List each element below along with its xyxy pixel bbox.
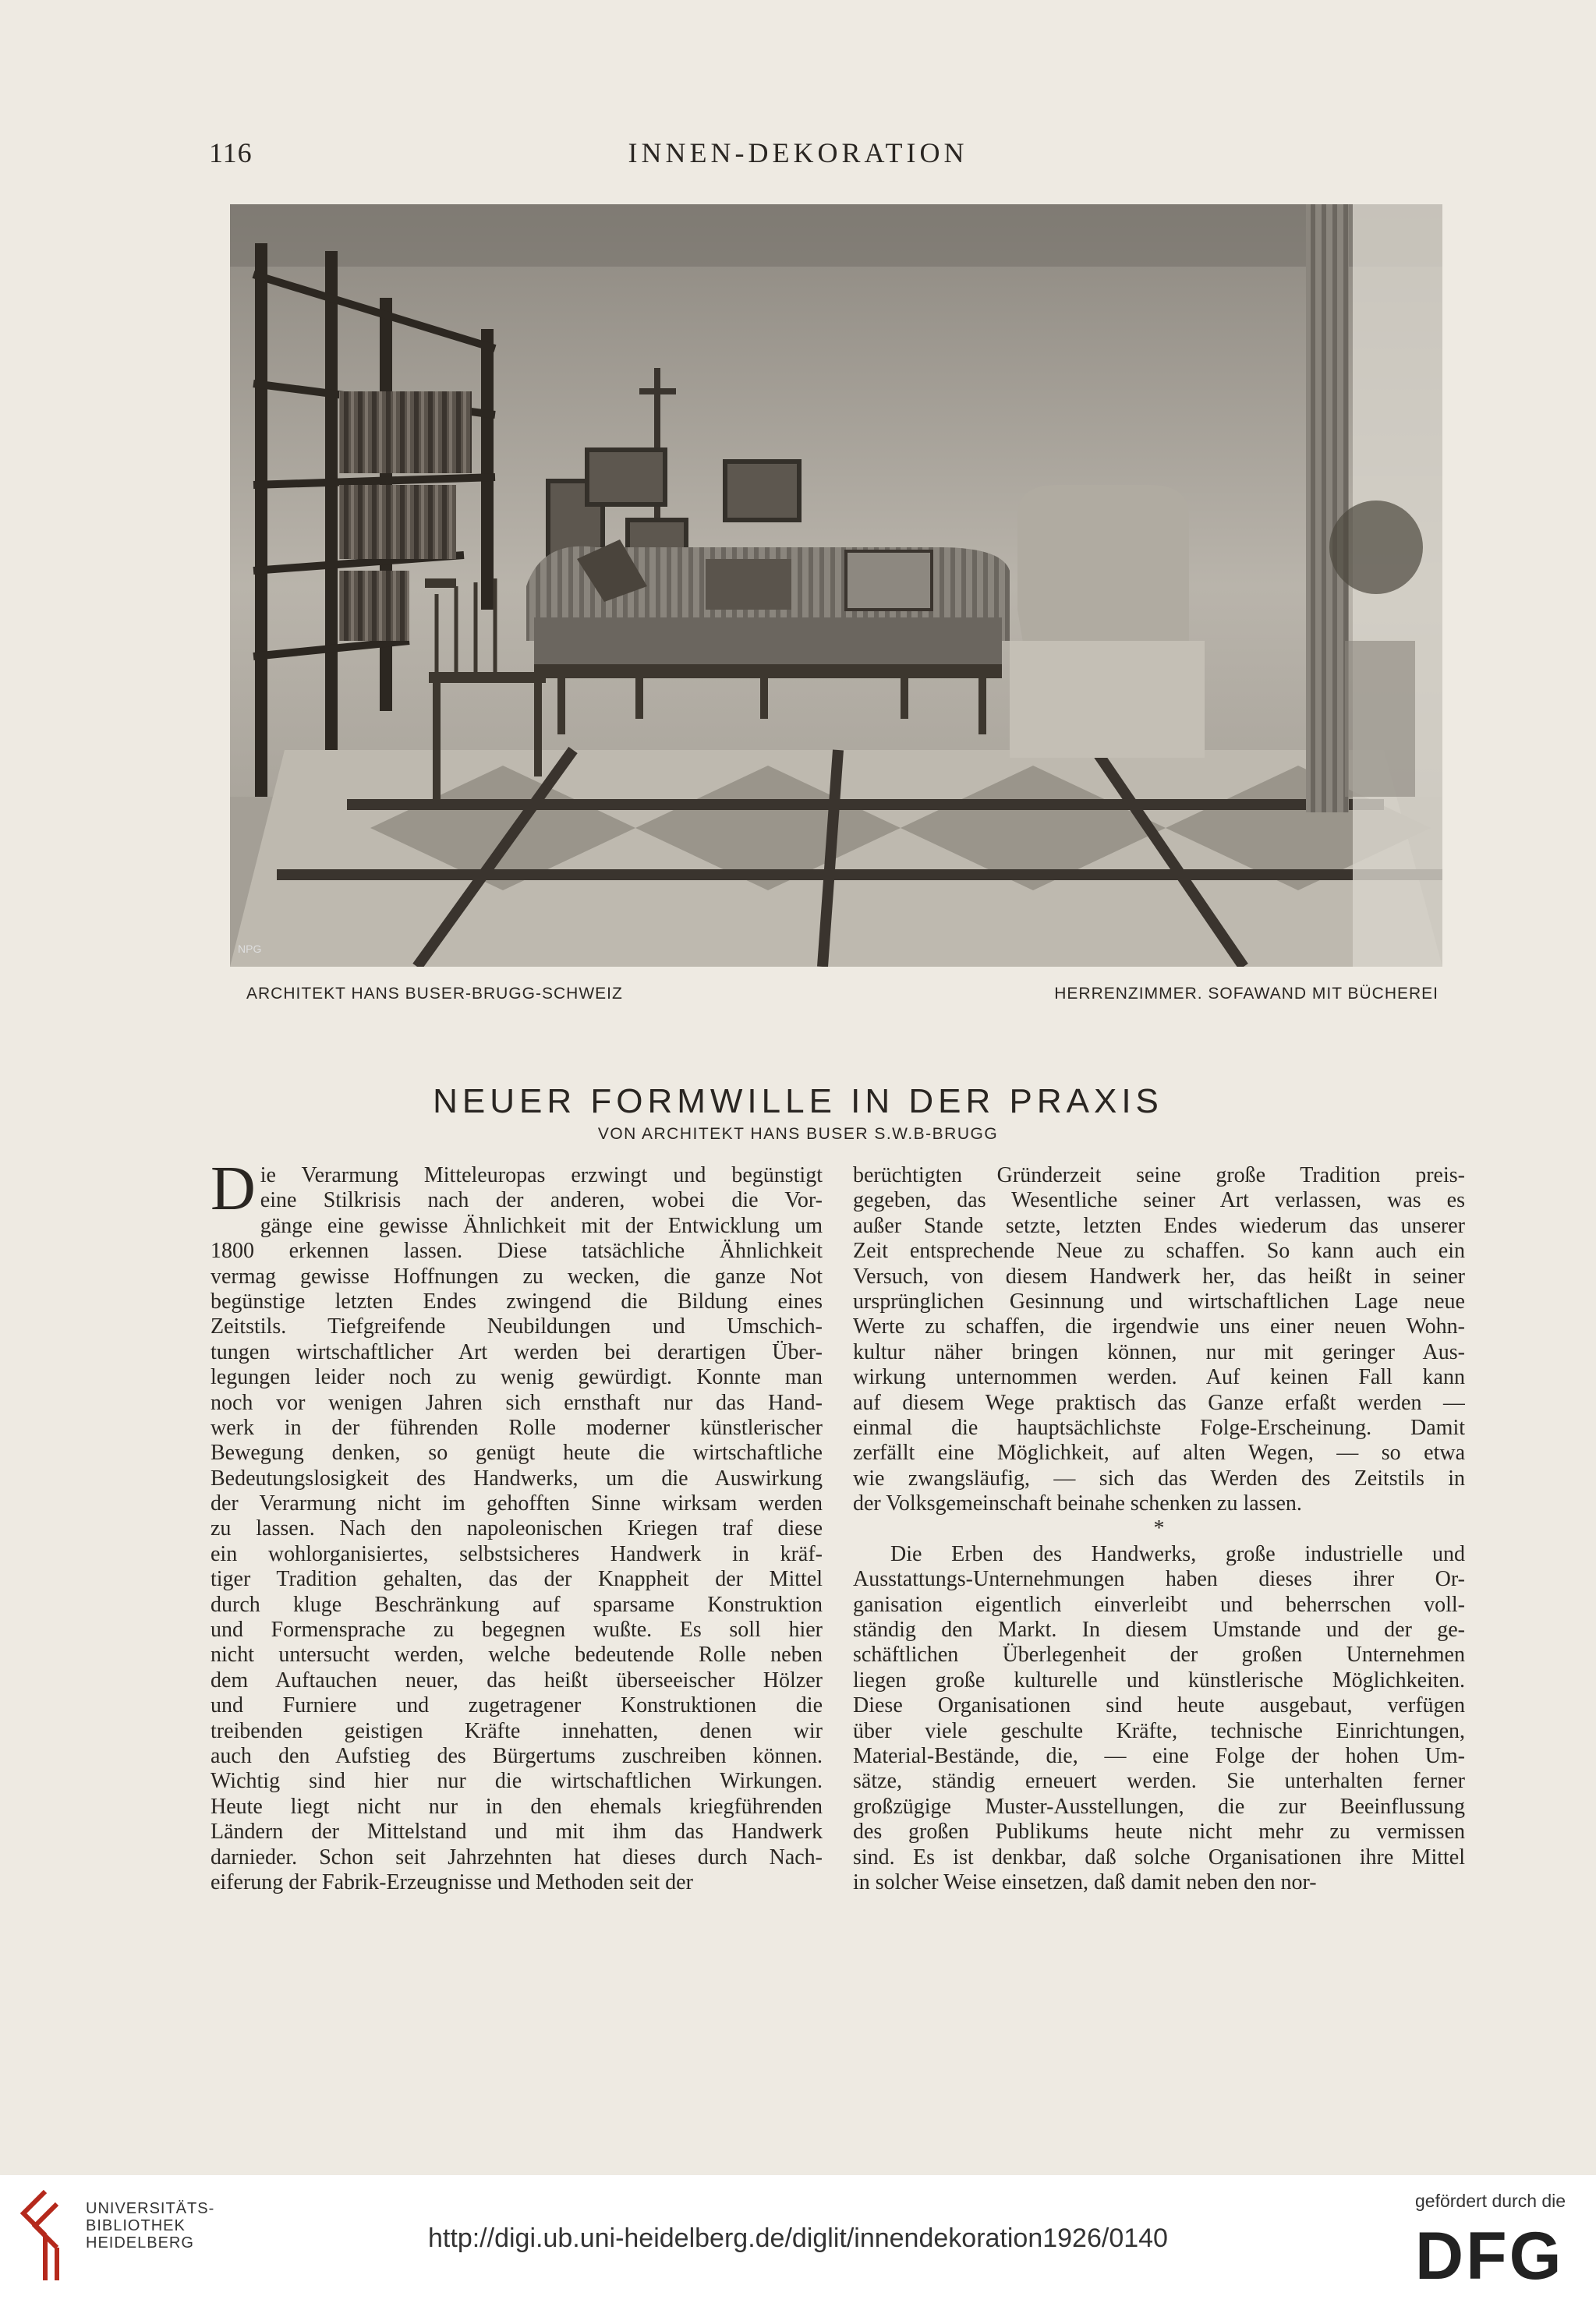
text-line: werk in der führenden Rolle moderner künstlerischer <box>211 1415 823 1440</box>
text-line: tiger Tradition gehalten, das der Knappheit der Mittel <box>211 1567 823 1592</box>
text-line: durch kluge Beschränkung auf sparsame Konstruktion <box>211 1592 823 1617</box>
dfg-logo: DFG <box>1415 2219 1564 2294</box>
text-line: der Volksgemeinschaft beinahe schenken zu lassen. <box>853 1491 1302 1516</box>
text-line: schäftlichen Überlegenheit der großen Unternehmen <box>853 1643 1465 1668</box>
text-line: Zeitstils. Tiefgreifende Neubildungen und Umschich- <box>211 1314 823 1339</box>
text-line: eiferung der Fabrik-Erzeugnisse und Methoden seit der <box>211 1870 693 1894</box>
text-line: gänge eine gewisse Ähnlichkeit mit der Entwicklung um <box>260 1213 823 1238</box>
text-line: zerfällt eine Möglichkeit, auf alten Wegen, — so etwa <box>853 1441 1465 1466</box>
text-line: tungen wirtschaftlicher Art werden bei derartigen Über- <box>211 1339 823 1364</box>
caption-right: HERRENZIMMER. SOFAWAND MIT BÜCHEREI <box>1054 985 1439 1003</box>
text-line: ursprünglichen Gesinnung und wirtschaftlichen Lage neue <box>853 1289 1465 1314</box>
text-line: wie zwangsläufig, — sich das Werden des Zeitstils in <box>853 1466 1465 1491</box>
text-line: Ländern der Mittelstand und mit ihm das Handwerk <box>211 1820 823 1845</box>
text-line: sind. Es ist denkbar, daß solche Organisationen ihre Mittel <box>853 1845 1465 1870</box>
text-line: zu lassen. Nach den napoleonischen Kriegen traf diese <box>211 1516 823 1541</box>
library-name-line: HEIDELBERG <box>86 2234 194 2252</box>
text-line: begünstige letzten Endes zwingend die Bildung eines <box>211 1289 823 1314</box>
text-line: berüchtigten Gründerzeit seine große Tradition preis- <box>853 1163 1465 1187</box>
text-line: wirkung unternommen werden. Auf keinen Fall kann <box>853 1365 1465 1390</box>
text-line: außer Stande setzte, letzten Endes wiederum das unserer <box>853 1213 1465 1238</box>
article-byline: VON ARCHITEKT HANS BUSER S.W.B-BRUGG <box>597 1125 999 1143</box>
section-separator: * <box>1153 1516 1165 1541</box>
permalink-url[interactable]: http://digi.ub.uni-heidelberg.de/diglit/innendekoration1926/0140 <box>428 2223 1168 2253</box>
page-number: 116 <box>209 137 253 168</box>
text-line: über viele geschulte Kräfte, technische Einrichtungen, <box>853 1718 1465 1743</box>
text-line: auf diesem Wege praktisch das Ganze erfaßt werden — <box>853 1390 1465 1415</box>
funder-note: gefördert durch die <box>1415 2191 1566 2211</box>
caption-left: ARCHITEKT HANS BUSER-BRUGG-SCHWEIZ <box>246 985 623 1003</box>
text-line: darnieder. Schon seit Jahrzehnten hat dieses durch Nach- <box>211 1845 823 1870</box>
interior-photograph <box>230 204 1442 967</box>
text-line: ganisation eigentlich einverleibt und beherrschen voll- <box>853 1592 1465 1617</box>
text-line: ein wohlorganisiertes, selbstsicheres Handwerk in kräf- <box>211 1541 823 1566</box>
text-line: Bewegung denken, so genügt heute die wirtschaftliche <box>211 1441 823 1466</box>
text-line: Bedeutungslosigkeit des Handwerks, um die Auswirkung <box>211 1466 823 1491</box>
text-line: Die Erben des Handwerks, große industrielle und <box>890 1541 1465 1566</box>
text-line: Versuch, von diesem Handwerk her, das heißt in seiner <box>853 1264 1465 1289</box>
text-line: gegeben, das Wesentliche seiner Art verlassen, was es <box>853 1188 1465 1213</box>
text-line: großzügige Muster-Ausstellungen, die zur Beeinflussung <box>853 1794 1465 1819</box>
text-line: Werte zu schaffen, die irgendwie uns einer neuen Wohn- <box>853 1314 1465 1339</box>
text-line: legungen leider noch zu wenig gewürdigt. Konnte man <box>211 1365 823 1390</box>
article-title: NEUER FORMWILLE IN DER PRAXIS <box>433 1082 1163 1120</box>
library-name-line: BIBLIOTHEK <box>86 2217 186 2234</box>
text-line: dem Auftauchen neuer, das heißt überseeischer Hölzer <box>211 1668 823 1693</box>
text-line: auch den Aufstieg des Bürgertums zuschreiben können. <box>211 1743 823 1768</box>
text-line: Heute liegt nicht nur in den ehemals kriegführenden <box>211 1794 823 1819</box>
text-line: kultur näher bringen können, nur mit geringer Aus- <box>853 1339 1465 1364</box>
photo-mark: NPG <box>238 943 262 955</box>
running-title: INNEN-DEKORATION <box>628 137 968 168</box>
text-line: vermag gewisse Hoffnungen zu wecken, die ganze Not <box>211 1264 823 1289</box>
text-line: Material-Bestände, die, — eine Folge der hohen Um- <box>853 1743 1465 1768</box>
text-line: Zeit entsprechende Neue zu schaffen. So kann auch ein <box>853 1239 1465 1264</box>
text-line: eine Stilkrisis nach der anderen, wobei die Vor- <box>260 1188 823 1213</box>
text-line: in solcher Weise einsetzen, daß damit neben den nor- <box>853 1870 1317 1894</box>
text-line: treibenden geistigen Kräfte innehatten, denen wir <box>211 1718 823 1743</box>
library-name-line: UNIVERSITÄTS- <box>86 2200 215 2217</box>
text-line: des großen Publikums heute nicht mehr zu vermissen <box>853 1820 1465 1845</box>
text-line: 1800 erkennen lassen. Diese tatsächliche Ähnlichkeit <box>211 1239 823 1264</box>
text-line: Diese Organisationen sind heute ausgebaut, verfügen <box>853 1693 1465 1718</box>
drop-cap: D <box>211 1155 256 1223</box>
text-line: der Verarmung nicht im gehofften Sinne wirksam werden <box>211 1491 823 1516</box>
text-line: nicht untersucht werden, welche bedeutende Rolle neben <box>211 1643 823 1668</box>
text-line: Wichtig sind hier nur die wirtschaftlichen Wirkungen. <box>211 1769 823 1794</box>
text-line: noch vor wenigen Jahren sich ernsthaft nur das Hand- <box>211 1390 823 1415</box>
text-line: ie Verarmung Mitteleuropas erzwingt und begünstigt <box>260 1163 823 1187</box>
text-column-right <box>853 1163 1465 1895</box>
text-line: ständig den Markt. In diesem Umstande und der ge- <box>853 1618 1465 1643</box>
text-column-left <box>211 1155 823 1895</box>
text-line: und Formensprache zu begegnen wußte. Es soll hier <box>211 1618 823 1643</box>
text-line: und Furniere und zugetragener Konstruktionen die <box>211 1693 823 1718</box>
text-line: Ausstattungs-Unternehmungen haben dieses ihrer Or- <box>853 1567 1465 1592</box>
text-line: liegen große kulturelle und künstlerische Möglichkeiten. <box>853 1668 1465 1693</box>
text-line: einmal die hauptsächlichste Folge-Erscheinung. Damit <box>853 1415 1465 1440</box>
text-line: sätze, ständig erneuert werden. Sie unterhalten ferner <box>853 1769 1465 1794</box>
